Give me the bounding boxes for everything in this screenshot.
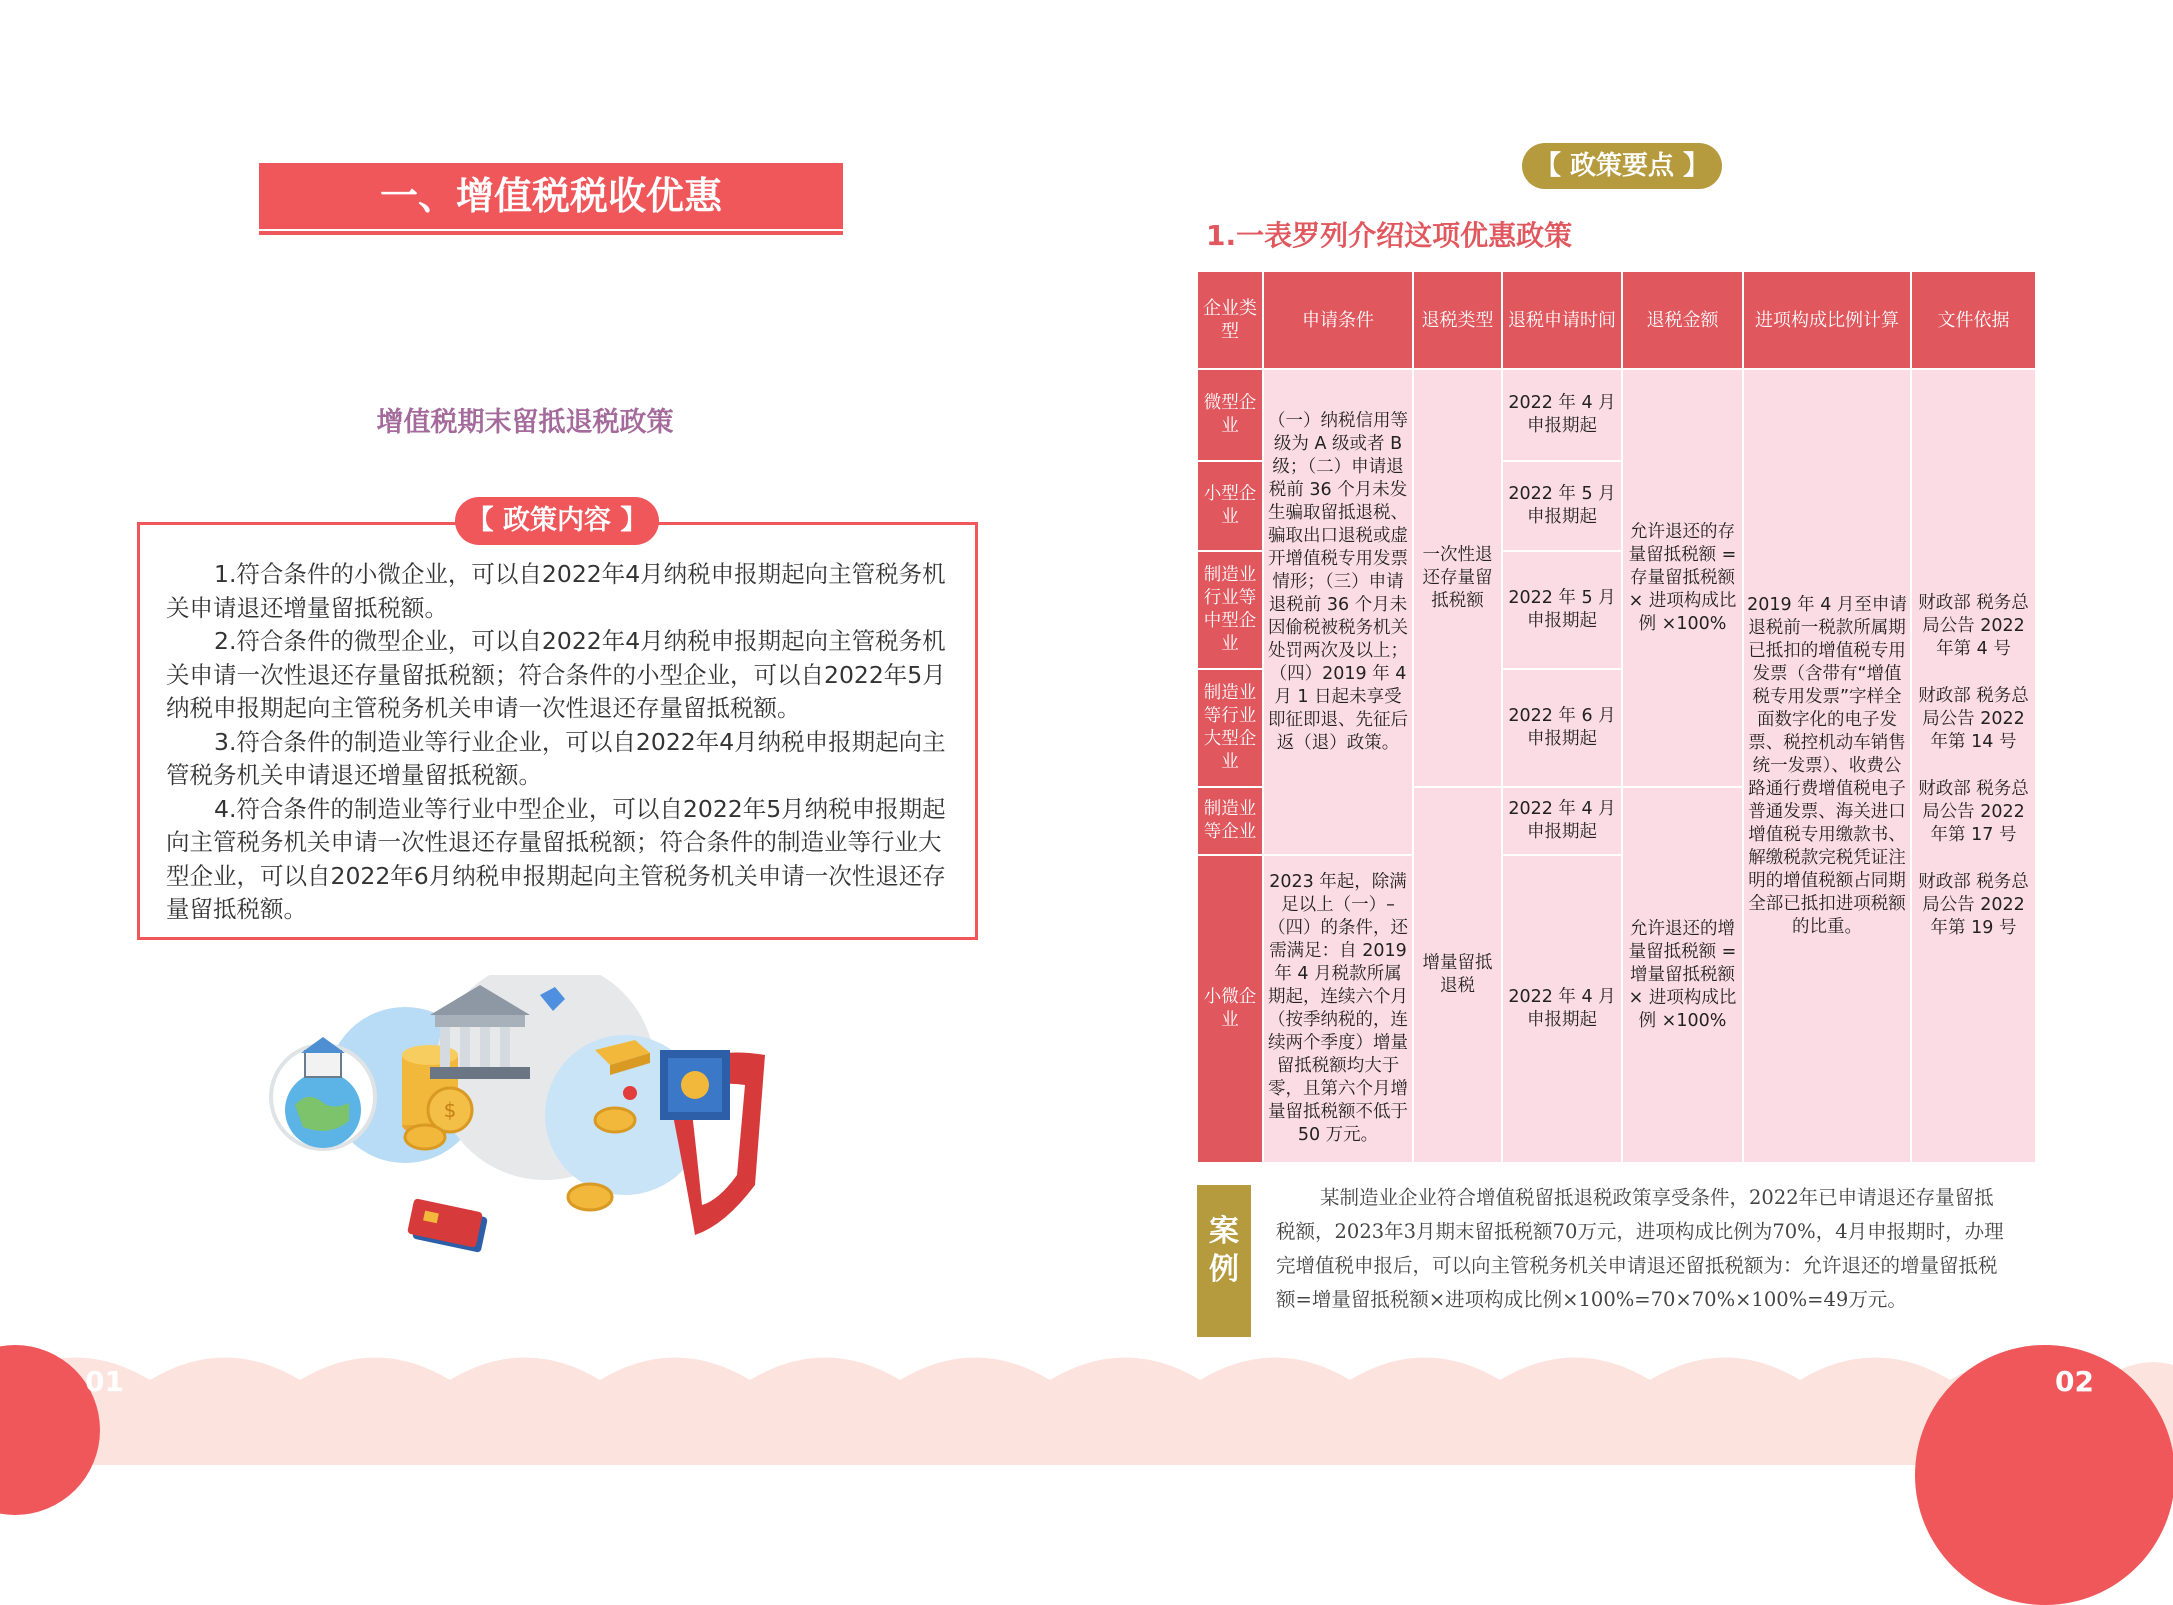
document-basis-item: 财政部 税务总局公告 2022 年第 14 号 <box>1918 686 2029 752</box>
apply-time-cell: 2022 年 4 月申报期起 <box>1502 369 1622 461</box>
policy-table <box>1196 270 2037 1164</box>
apply-time-cell: 2022 年 6 月申报期起 <box>1502 669 1622 787</box>
policy-paragraph: 3.符合条件的制造业等行业企业，可以自2022年4月纳税申报期起向主管税务机关申请退还增量留抵税额。 <box>166 727 946 789</box>
table-header: 申请条件 <box>1263 271 1413 369</box>
document-basis-item: 财政部 税务总局公告 2022 年第 17 号 <box>1918 779 2029 845</box>
case-text: 某制造业企业符合增值税留抵退税政策享受条件，2022年已申请退还存量留抵税额，2023年3月期末留抵税额70万元，进项构成比例为70%，4月申报期时，办理完增值税申报后，可以向主管税务机关申请退还留抵税额为：允许退还的增量留抵税额=增量留抵税额×进项构成比例×100%=70×70%×100%=49万元。 <box>1276 1186 2004 1311</box>
refund-amount-cell: 允许退还的存量留抵税额 = 存量留抵税额 × 进项构成比例 ×100% <box>1622 369 1743 787</box>
refund-type-cell: 增量留抵退税 <box>1413 787 1502 1163</box>
enterprise-type-cell: 小型企业 <box>1197 461 1263 551</box>
table-header: 进项构成比例计算 <box>1743 271 1911 369</box>
enterprise-type-cell: 制造业等行业大型企业 <box>1197 669 1263 787</box>
refund-type-cell: 一次性退还存量留抵税额 <box>1413 369 1502 787</box>
apply-time-cell: 2022 年 4 月申报期起 <box>1502 787 1622 855</box>
safe-icon <box>660 1050 730 1120</box>
svg-text:$: $ <box>443 1098 457 1122</box>
apply-time-cell: 2022 年 5 月申报期起 <box>1502 461 1622 551</box>
case-label: 案例 <box>1197 1185 1251 1337</box>
policy-paragraph: 4.符合条件的制造业等行业中型企业，可以自2022年5月纳税申报期起向主管税务机关申请一次性退还存量留抵税额；符合条件的制造业等行业大型企业，可以自2022年6月纳税申报期起向主管税务机关申请一次性退还存量留抵税额。 <box>166 794 946 923</box>
section-title: 一、增值税税收优惠 <box>259 163 843 235</box>
table-header: 退税申请时间 <box>1502 271 1622 369</box>
enterprise-type-cell: 微型企业 <box>1197 369 1263 461</box>
table-header: 退税金额 <box>1622 271 1743 369</box>
table-header: 企业类型 <box>1197 271 1263 369</box>
document-basis-item: 财政部 税务总局公告 2022 年第 19 号 <box>1918 872 2029 938</box>
pushpin-icon <box>623 1086 637 1100</box>
policy-subtitle: 增值税期末留抵退税政策 <box>376 407 674 438</box>
refund-amount-cell: 允许退还的增量留抵税额 = 增量留抵税额 × 进项构成比例 ×100% <box>1622 787 1743 1163</box>
enterprise-type-cell: 小微企业 <box>1197 855 1263 1163</box>
document-basis-cell <box>1911 369 2036 1163</box>
table-header-row <box>1197 271 2036 369</box>
policy-paragraph: 1.符合条件的小微企业，可以自2022年4月纳税申报期起向主管税务机关申请退还增量留抵税额。 <box>166 560 946 622</box>
policy-content-text <box>166 558 948 927</box>
table-heading: 1.一表罗列介绍这项优惠政策 <box>1206 219 1573 252</box>
page-number: 02 <box>2055 1365 2094 1398</box>
policy-content-label: 【 政策内容 】 <box>455 497 659 545</box>
policy-paragraph: 2.符合条件的微型企业，可以自2022年4月纳税申报期起向主管税务机关申请一次性退还存量留抵税额；符合条件的小型企业，可以自2022年5月纳税申报期起向主管税务机关申请一次性退还存量留抵税额。 <box>166 627 946 722</box>
apply-time-cell: 2022 年 5 月申报期起 <box>1502 551 1622 669</box>
page-number-badge <box>0 1345 124 1515</box>
enterprise-type-cell: 制造业行业等中型企业 <box>1197 551 1263 669</box>
policy-points-label: 【 政策要点 】 <box>1522 143 1722 189</box>
enterprise-type-cell: 制造业等企业 <box>1197 787 1263 855</box>
condition-cell: （一）纳税信用等级为 A 级或者 B 级；（二）申请退税前 36 个月未发生骗取留抵退税、骗取出口退税或虚开增值税专用发票情形；（三）申请退税前 36 个月未因偷税被税务机关处罚两次及以上；（四）2019 年 4 月 1 日起未享受即征即退、先征后返（退）政策。 <box>1263 369 1413 855</box>
finance-illustration <box>265 975 805 1265</box>
footer-wave <box>0 1340 2173 1465</box>
page-number: 01 <box>85 1365 124 1398</box>
document-basis-item: 财政部 税务总局公告 2022 年第 4 号 <box>1918 593 2029 659</box>
credit-card-icon <box>407 1198 488 1253</box>
page-number-badge <box>1915 1345 2173 1605</box>
table-row <box>1197 369 2036 461</box>
table-header: 文件依据 <box>1911 271 2036 369</box>
apply-time-cell: 2022 年 4 月申报期起 <box>1502 855 1622 1163</box>
table-header: 退税类型 <box>1413 271 1502 369</box>
ratio-calc-cell: 2019 年 4 月至申请退税前一税款所属期已抵扣的增值税专用发票（含带有“增值税专用发票”字样全面数字化的电子发票、税控机动车销售统一发票）、收费公路通行费增值税电子普通发票、海关进口增值税专用缴款书、解缴税款完税凭证注明的增值税额占同期全部已抵扣进项税额的比重。 <box>1743 369 1911 1163</box>
condition-cell: 2023 年起，除满足以上（一）–（四）的条件，还需满足：自 2019 年 4 月税款所属期起，连续六个月（按季纳税的，连续两个季度）增量留抵税额均大于零，且第六个月增量留抵税额不低于 50 万元。 <box>1263 855 1413 1163</box>
